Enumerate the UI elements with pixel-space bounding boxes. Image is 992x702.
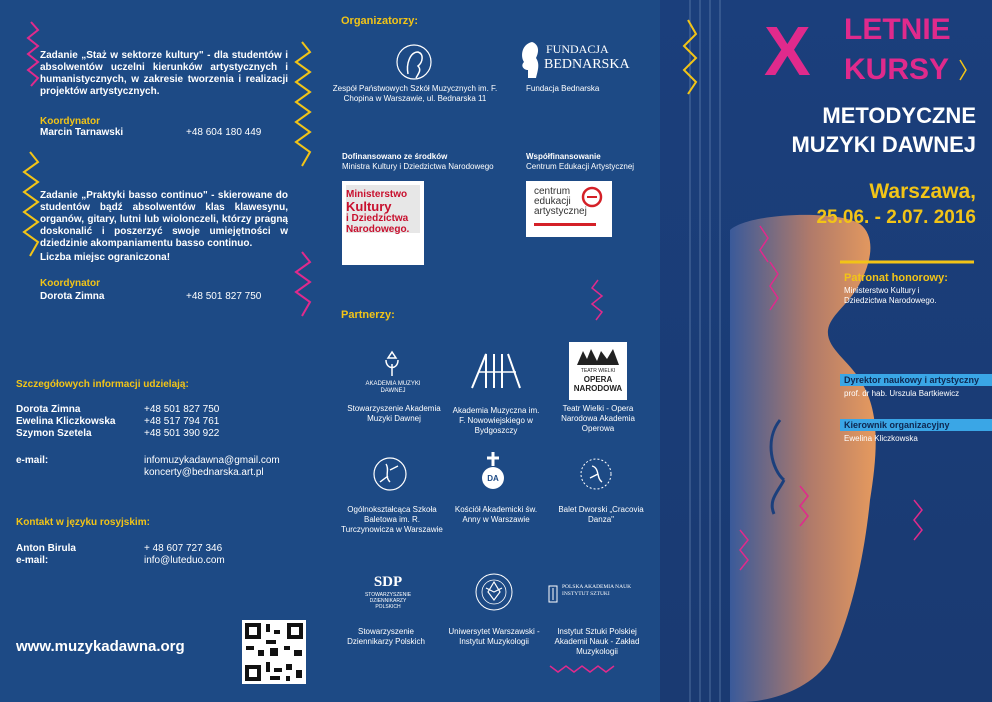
manager-heading: Kierownik organizacyjny bbox=[840, 419, 992, 431]
amd-logo-text: AKADEMIA MUZYKI DAWNEJ bbox=[365, 381, 421, 394]
cracovia-danza-logo bbox=[578, 456, 614, 492]
russian-email-label: e-mail: bbox=[16, 555, 49, 566]
director-heading: Dyrektor naukowy i artystyczny bbox=[840, 374, 992, 386]
website-link[interactable]: www.muzykadawna.org bbox=[16, 638, 185, 655]
edition-numeral: X bbox=[764, 12, 811, 90]
email-label: e-mail: bbox=[16, 455, 49, 466]
contact-panel bbox=[0, 0, 320, 702]
partner-caption: Stowarzyszenie Dziennikarzy Polskich bbox=[347, 627, 425, 646]
organizers-heading: Organizatorzy: bbox=[341, 15, 419, 27]
coordinator-label: Koordynator bbox=[40, 278, 100, 289]
partner-caption: Teatr Wielki - Opera Narodowa Akademia Operowa bbox=[561, 404, 635, 433]
church-logo bbox=[478, 450, 508, 492]
title-line3: METODYCZNE bbox=[822, 103, 976, 128]
funded-heading: Dofinansowano ze środków bbox=[342, 152, 448, 161]
patron-heading: Patronat honorowy: bbox=[844, 272, 948, 284]
director-name: prof. dr hab. Urszula Bartkiewicz bbox=[844, 389, 960, 398]
info-heading: Szczegółowych informacji udzielają: bbox=[16, 379, 189, 390]
organizer-caption: Zespół Państwowych Szkół Muzycznych im. F. Chopina w Warszawie, ul. Bednarska 11 bbox=[332, 84, 498, 103]
opera-figures-icon bbox=[575, 345, 621, 367]
svg-text:DA: DA bbox=[487, 474, 499, 483]
bednarska-logo-line2: BEDNARSKA bbox=[544, 57, 630, 72]
cea-symbol-icon bbox=[580, 185, 604, 209]
organizer-caption: Fundacja Bednarska bbox=[526, 84, 600, 93]
partner-caption: Stowarzyszenie Akademia Muzyki Dawnej bbox=[347, 404, 441, 423]
coordinator-name: Dorota Zimna bbox=[40, 291, 105, 302]
cover-panel bbox=[660, 0, 992, 702]
contact-name: Szymon Szetela bbox=[16, 428, 92, 439]
coordinator-phone: +48 501 827 750 bbox=[186, 291, 262, 302]
partner-caption: Balet Dworski „Cracovia Danza" bbox=[558, 505, 644, 524]
cofunded-text: Centrum Edukacji Artystycznej bbox=[526, 162, 635, 171]
cofunded-heading: Współfinansowanie bbox=[526, 152, 601, 161]
task1-description: Zadanie „Staż w sektorze kultury" - dla studentów i absolwentów uczelni kierunków artystycznych i humanistycznych, w zakresie tworzenia i realizacji projektów artystycznych. bbox=[40, 50, 288, 97]
coordinator-label: Koordynator bbox=[40, 116, 100, 127]
contact-phone: +48 517 794 761 bbox=[144, 416, 220, 427]
title-line4: MUZYKI DAWNEJ bbox=[791, 132, 976, 157]
partners-panel bbox=[320, 0, 660, 702]
contact-phone: +48 501 827 750 bbox=[144, 404, 220, 415]
chopin-school-logo bbox=[388, 38, 440, 82]
pan-logo-icon bbox=[547, 584, 559, 604]
sdp-logo-subtitle: STOWARZYSZENIE DZIENNIKARZY POLSKICH bbox=[364, 592, 412, 610]
zigzag-decoration bbox=[288, 250, 318, 320]
dates: 25.06. - 2.07. 2016 bbox=[816, 207, 976, 228]
title-line1: LETNIE bbox=[844, 13, 951, 46]
contact-name: Ewelina Kliczkowska bbox=[16, 416, 116, 427]
manager-name: Ewelina Kliczkowska bbox=[844, 434, 918, 443]
qr-code bbox=[242, 620, 306, 684]
partner-caption: Instytut Sztuki Polskiej Akademii Nauk - Zakład Muzykologii bbox=[554, 627, 640, 656]
pan-logo-text: POLSKA AKADEMIA NAUK INSTYTUT SZTUKI bbox=[562, 584, 632, 597]
email-link[interactable]: infomuzykadawna@gmail.com bbox=[144, 455, 280, 466]
contact-name: Dorota Zimna bbox=[16, 404, 81, 415]
coordinator-name: Marcin Tarnawski bbox=[40, 127, 124, 138]
partner-caption: Akademia Muzyczna im. F. Nowowiejskiego w Bydgoszczy bbox=[452, 406, 540, 435]
russian-contact-name: Anton Birula bbox=[16, 543, 76, 554]
city: Warszawa, bbox=[869, 180, 976, 203]
russian-contact-heading: Kontakt w języku rosyjskim: bbox=[16, 517, 150, 528]
zigzag-decoration bbox=[288, 40, 318, 170]
russian-email-link[interactable]: info@luteduo.com bbox=[144, 555, 225, 566]
funded-text: Ministra Kultury i Dziedzictwa Narodowego bbox=[342, 162, 494, 171]
amd-logo-icon bbox=[380, 350, 404, 378]
patron-text: Ministerstwo Kultury i Dziedzictwa Narodowego. bbox=[844, 286, 937, 305]
ballet-school-logo bbox=[372, 456, 408, 492]
coordinator-phone: +48 604 180 449 bbox=[186, 127, 262, 138]
russian-contact-phone: + 48 607 727 346 bbox=[144, 543, 223, 554]
mkidn-logo: Ministerstwo Kultury i Dziedzictwa Narodowego. bbox=[342, 181, 424, 265]
partner-caption: Ogólnokształcąca Szkoła Baletowa im. R. Turczynowicza w Warszawie bbox=[341, 505, 443, 534]
cea-logo: centrum edukacji artystycznej bbox=[526, 181, 612, 237]
warsaw-university-seal bbox=[474, 572, 514, 612]
bednarska-logo-line1: FUNDACJA bbox=[546, 42, 609, 56]
opera-logo: TEATR WIELKI OPERA NARODOWA bbox=[569, 342, 627, 400]
partners-heading: Partnerzy: bbox=[341, 309, 395, 321]
bydgoszcz-academy-logo bbox=[468, 348, 524, 390]
bednarska-foundation-icon bbox=[516, 40, 544, 80]
task2-description: Zadanie „Praktyki basso continuo" - skierowane do studentów bądź absolwentów klas klawesynu, organów, gitary, lutni lub wiolonczeli, którzy pragną doskonalić i poszerzyć swoje umiejętności w dziedzinie akompaniamentu basso continuo. bbox=[40, 190, 288, 249]
limit-notice: Liczba miejsc ograniczona! bbox=[40, 252, 171, 263]
contact-phone: +48 501 390 922 bbox=[144, 428, 220, 439]
sdp-logo: SDP bbox=[373, 574, 403, 590]
partner-caption: Kościół Akademicki św. Anny w Warszawie bbox=[454, 505, 538, 524]
partner-caption: Uniwersytet Warszawski - Instytut Muzykologii bbox=[448, 627, 540, 646]
email-link[interactable]: koncerty@bednarska.art.pl bbox=[144, 467, 264, 478]
title-line2: KURSY bbox=[844, 53, 950, 86]
